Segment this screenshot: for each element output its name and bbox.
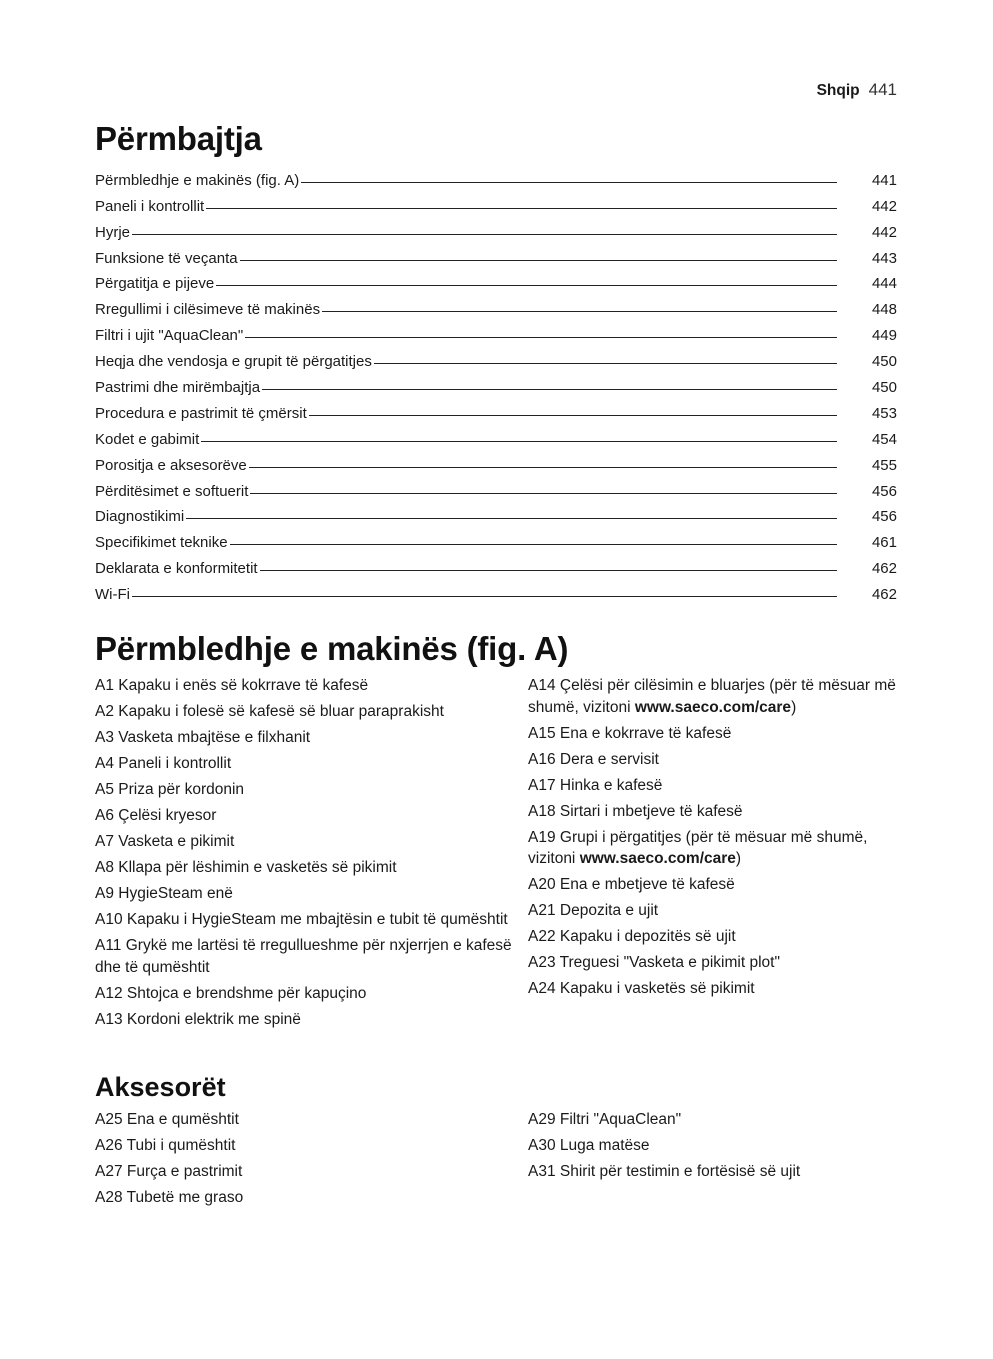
list-item-text: A22 Kapaku i depozitës së ujit — [528, 928, 736, 945]
list-item-text: A24 Kapaku i vasketës së pikimit — [528, 980, 755, 997]
list-item-text-end: ) — [791, 698, 797, 716]
toc-leader-line — [206, 208, 837, 209]
list-item — [528, 874, 897, 896]
toc-leader-line — [132, 234, 837, 235]
toc-entry-page: 444 — [871, 275, 897, 293]
list-item: A30 Luga matëse — [528, 1137, 650, 1154]
toc-leader-line — [309, 415, 837, 416]
toc-leader-line — [245, 337, 837, 338]
toc-entry-title: Porositja e aksesorëve — [95, 456, 247, 474]
toc-entry-title: Specifikimet teknike — [95, 534, 228, 552]
list-item — [528, 926, 897, 948]
list-item: A31 Shirit për testimin e fortësisë së ujit — [528, 1163, 801, 1180]
toc-entry-page: 456 — [871, 508, 897, 526]
list-item-text: A14 Çelësi për cilësimin e bluarjes (për të mësuar më shumë, vizitoni — [528, 677, 896, 716]
list-item-text: A21 Depozita e ujit — [528, 902, 659, 919]
toc-leader-line — [216, 285, 837, 286]
toc-leader-line — [132, 596, 837, 597]
toc-leader-line — [230, 544, 837, 545]
list-item-text-end: ) — [735, 850, 742, 867]
overview-left-column — [95, 675, 528, 1035]
toc-entry-title: Përmbledhje e makinës (fig. A) — [95, 171, 300, 189]
list-item: A2 Kapaku i folesë së kafesë së bluar paraprakisht — [95, 703, 444, 720]
toc-entry-title: Hyrje — [95, 223, 131, 241]
toc-entry[interactable] — [95, 267, 897, 293]
toc-entry-title: Deklarata e konformitetit — [95, 560, 258, 578]
list-item-text: A19 Grupi i përgatitjes (për të mësuar më shumë, vizitoni — [528, 828, 868, 867]
toc-entry[interactable] — [95, 525, 897, 551]
list-item — [528, 952, 897, 974]
toc-entry[interactable] — [95, 422, 897, 448]
toc-leader-line — [262, 389, 837, 390]
list-item — [528, 801, 897, 823]
list-item: A5 Priza për kordonin — [95, 781, 245, 798]
list-item: A11 Grykë me lartësi të rregullueshme për nxjerrjen e kafesë dhe të qumështit — [95, 937, 512, 976]
accessories-right-column — [528, 1109, 897, 1213]
table-of-contents — [95, 163, 897, 603]
list-item: A1 Kapaku i enës së kokrrave të kafesë — [95, 677, 369, 694]
toc-entry-title: Filtri i ujit "AquaClean" — [95, 327, 244, 345]
toc-entry-page: 453 — [871, 404, 897, 422]
list-item: A13 Kordoni elektrik me spinë — [95, 1010, 301, 1028]
list-item: A28 Tubetë me graso — [95, 1189, 244, 1206]
page-number: 441 — [868, 80, 897, 99]
toc-entry-page: 443 — [871, 249, 897, 267]
toc-entry[interactable] — [95, 396, 897, 422]
list-item — [528, 775, 897, 797]
toc-leader-line — [374, 363, 837, 364]
toc-entry-title: Procedura e pastrimit të çmërsit — [95, 404, 307, 422]
overview-right-column — [528, 675, 897, 1035]
list-item-text: A23 Treguesi "Vasketa e pikimit plot" — [528, 954, 780, 971]
list-item — [528, 675, 897, 718]
toc-leader-line — [240, 260, 837, 261]
toc-entry-page: 454 — [871, 430, 897, 448]
list-item: A12 Shtojca e brendshme për kapuçino — [95, 984, 367, 1002]
list-item: A29 Filtri "AquaClean" — [528, 1111, 682, 1128]
page-header — [817, 80, 897, 100]
list-item: A3 Vasketa mbajtëse e filxhanit — [95, 729, 311, 746]
toc-leader-line — [260, 570, 837, 571]
list-item-text: A20 Ena e mbetjeve të kafesë — [528, 876, 735, 893]
toc-entry-page: 442 — [871, 197, 897, 215]
list-item-text: A17 Hinka e kafesë — [528, 776, 663, 794]
accessories-title: Aksesorët — [95, 1072, 226, 1102]
toc-entry-title: Wi-Fi — [95, 586, 130, 604]
accessories-list — [95, 1109, 897, 1213]
toc-entry-page: 456 — [871, 482, 897, 500]
accessories-left-column — [95, 1109, 528, 1213]
list-item: A26 Tubi i qumështit — [95, 1137, 236, 1154]
toc-entry[interactable] — [95, 163, 897, 189]
list-item-text: A16 Dera e servisit — [528, 750, 659, 768]
toc-entry-page: 450 — [871, 379, 897, 397]
list-item-text: A18 Sirtari i mbetjeve të kafesë — [528, 802, 743, 820]
list-item: A4 Paneli i kontrollit — [95, 755, 232, 772]
toc-entry-title: Përgatitja e pijeve — [95, 275, 215, 293]
toc-entry-page: 455 — [871, 456, 897, 474]
toc-entry-page: 450 — [871, 353, 897, 371]
list-item-text: A15 Ena e kokrrave të kafesë — [528, 724, 732, 742]
toc-entry-page: 461 — [871, 534, 897, 552]
saeco-care-link[interactable]: www.saeco.com/care — [634, 698, 792, 716]
toc-entry[interactable] — [95, 577, 897, 603]
toc-entry-title: Përditësimet e softuerit — [95, 482, 249, 500]
list-item — [528, 749, 897, 771]
toc-entry[interactable] — [95, 344, 897, 370]
toc-entry[interactable] — [95, 474, 897, 500]
toc-leader-line — [201, 441, 837, 442]
toc-entry[interactable] — [95, 370, 897, 396]
list-item — [528, 827, 897, 870]
list-item: A9 HygieSteam enë — [95, 885, 233, 902]
toc-entry-title: Funksione të veçanta — [95, 249, 238, 267]
list-item — [528, 978, 897, 1000]
toc-entry-page: 462 — [871, 560, 897, 578]
toc-entry[interactable] — [95, 448, 897, 474]
toc-entry[interactable] — [95, 292, 897, 318]
toc-entry[interactable] — [95, 241, 897, 267]
list-item: A10 Kapaku i HygieSteam me mbajtësin e tubit të qumështit — [95, 911, 508, 928]
toc-entry-title: Heqja dhe vendosja e grupit të përgatitjes — [95, 353, 372, 371]
toc-entry[interactable] — [95, 215, 897, 241]
list-item: A6 Çelësi kryesor — [95, 807, 217, 824]
toc-entry-title: Rregullimi i cilësimeve të makinës — [95, 301, 321, 319]
list-item: A25 Ena e qumështit — [95, 1111, 239, 1128]
toc-entry-page: 462 — [871, 586, 897, 604]
toc-entry-title: Kodet e gabimit — [95, 430, 200, 448]
toc-entry[interactable] — [95, 318, 897, 344]
overview-title: Përmbledhje e makinës (fig. A) — [95, 630, 569, 667]
list-item: A8 Kllapa për lëshimin e vasketës së pikimit — [95, 859, 397, 876]
saeco-care-link[interactable]: www.saeco.com/care — [579, 850, 736, 867]
toc-entry-title: Paneli i kontrollit — [95, 197, 205, 215]
toc-entry-page: 441 — [871, 171, 897, 189]
toc-entry-page: 448 — [871, 301, 897, 319]
toc-entry[interactable] — [95, 500, 897, 526]
toc-entry[interactable] — [95, 189, 897, 215]
toc-title: Përmbajtja — [95, 120, 262, 157]
toc-entry-page: 449 — [871, 327, 897, 345]
toc-leader-line — [186, 518, 837, 519]
toc-leader-line — [301, 182, 837, 183]
toc-entry-page: 442 — [871, 223, 897, 241]
toc-entry-title: Pastrimi dhe mirëmbajtja — [95, 379, 261, 397]
toc-entry[interactable] — [95, 551, 897, 577]
list-item — [528, 723, 897, 745]
list-item: A27 Furça e pastrimit — [95, 1163, 243, 1180]
language-label: Shqip — [816, 82, 860, 99]
toc-entry-title: Diagnostikimi — [95, 508, 185, 526]
toc-leader-line — [250, 493, 837, 494]
list-item — [528, 900, 897, 922]
list-item: A7 Vasketa e pikimit — [95, 833, 235, 850]
overview-list — [95, 675, 897, 1035]
toc-leader-line — [322, 311, 837, 312]
toc-leader-line — [249, 467, 837, 468]
